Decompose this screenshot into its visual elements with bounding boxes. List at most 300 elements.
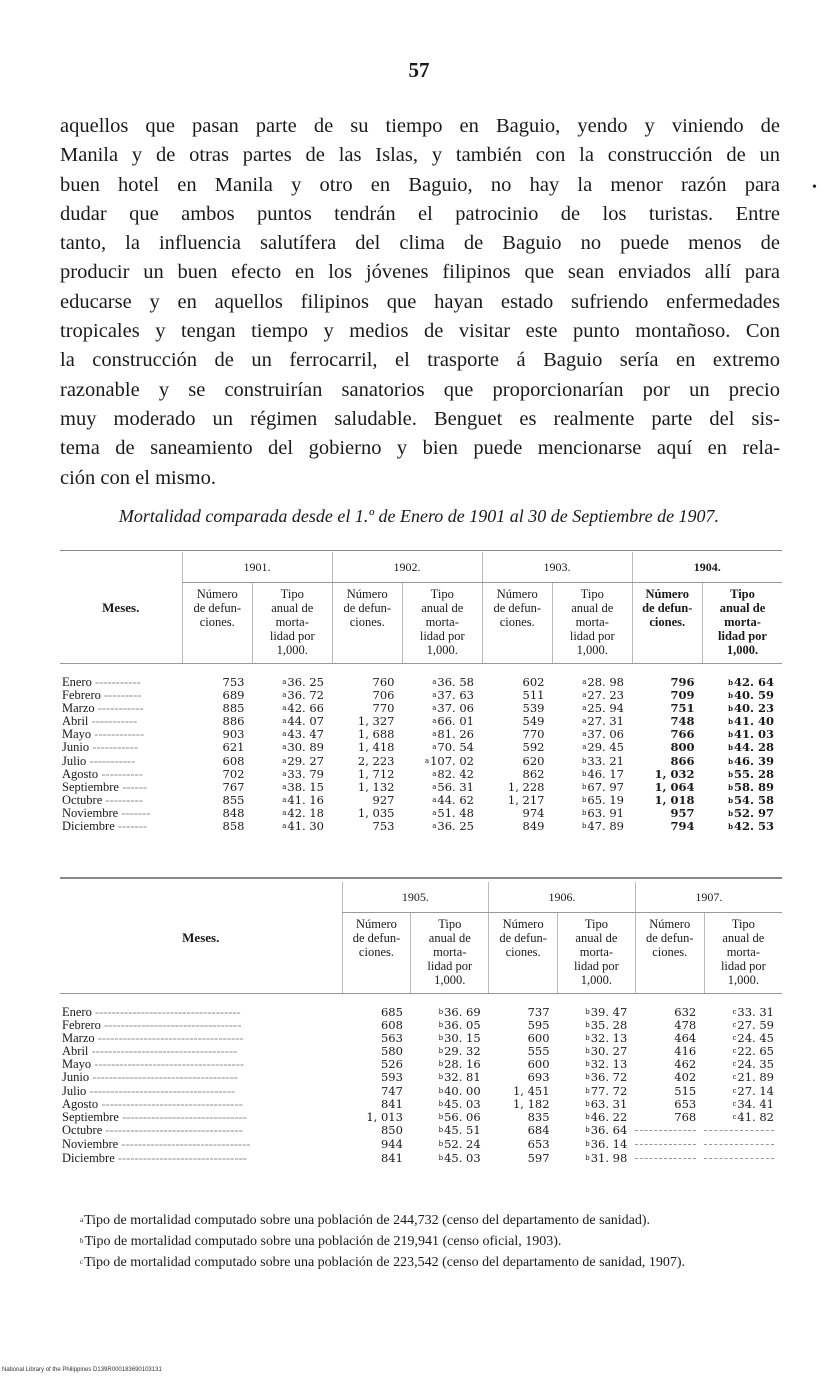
rate-value: 29. 27: [287, 753, 324, 768]
footnote-mark: b: [585, 1112, 590, 1121]
footnote-mark: b: [585, 1034, 590, 1043]
paragraph-line: aquellos que pasan parte de su tiempo en Baguio, yendo y viniendo de: [60, 115, 780, 137]
footnote-mark: c: [732, 1021, 737, 1030]
header-line: 1,000.: [276, 643, 308, 657]
header-line: de defun-: [493, 601, 542, 615]
table-row: [60, 1138, 782, 1152]
footnote: [60, 1210, 790, 1231]
defunciones-value: 539: [522, 701, 545, 716]
rate-value: 41. 30: [287, 819, 324, 834]
numero-defunciones-header: [332, 583, 403, 664]
defunciones-value: 858: [222, 819, 245, 834]
defunciones-value: 693: [527, 1070, 550, 1085]
rate-value: 46. 22: [590, 1109, 628, 1124]
header-line: anual de: [571, 601, 614, 615]
year-header: 1906.: [489, 882, 636, 913]
month-cell: [60, 1138, 342, 1152]
rate-value: 44. 07: [287, 714, 324, 729]
defunciones-value: 402: [674, 1070, 697, 1085]
footnote-mark: a: [582, 717, 587, 726]
defunciones-value: 1, 327: [357, 714, 395, 729]
footnote-mark: b: [438, 1008, 444, 1016]
mortalidad-value: [411, 1152, 489, 1166]
rate-value: 107. 02: [430, 753, 474, 768]
header-line: de defun-: [352, 931, 401, 945]
rate-value: 36. 72: [590, 1070, 628, 1085]
footnote-mark: a: [282, 769, 287, 778]
mortalidad-value: [411, 1138, 489, 1152]
footnote-mark: b: [438, 1060, 444, 1069]
defunciones-value: 1, 032: [654, 766, 695, 781]
footnote-mark: c: [732, 1086, 737, 1095]
rate-value: 44. 28: [733, 740, 774, 755]
tipo-mortalidad-header: [411, 913, 489, 994]
rate-value: 81. 26: [437, 727, 474, 742]
footnote-mark: b: [728, 808, 733, 818]
footnote-mark: c: [732, 1034, 737, 1043]
rate-value: 54. 58: [733, 792, 774, 807]
rate-value: 29. 32: [444, 1044, 481, 1059]
rate-value: 36. 25: [437, 819, 474, 834]
rate-value: 24. 45: [737, 1031, 774, 1046]
footnote-mark: a: [424, 756, 430, 765]
footnote-mark: b: [728, 730, 733, 740]
table-row: [60, 741, 782, 754]
rate-value: 40. 23: [733, 701, 774, 716]
defunciones-value: 862: [522, 766, 545, 781]
year-header: 1905.: [342, 882, 489, 913]
header-line: anual de: [421, 601, 464, 615]
defunciones-value: 849: [522, 819, 545, 834]
defunciones-value: [635, 1138, 704, 1152]
month-label: Enero: [62, 675, 92, 689]
header-line: 1,000.: [580, 973, 613, 987]
header-line: ciones.: [349, 615, 385, 629]
rate-value: 63. 91: [587, 805, 624, 820]
defunciones-value: 602: [522, 675, 545, 689]
header-line: morta-: [433, 945, 467, 959]
defunciones-value: 620: [522, 753, 545, 768]
defunciones-value: 1, 013: [366, 1109, 403, 1124]
defunciones-value: 416: [674, 1044, 697, 1059]
rate-value: 41. 03: [733, 727, 774, 742]
leader-dots: -----------: [91, 675, 141, 689]
rate-value: 42. 18: [287, 805, 324, 820]
footnote-mark: a: [432, 743, 437, 752]
defunciones-value: 841: [380, 1150, 403, 1165]
rate-value: 27. 59: [737, 1018, 774, 1033]
paragraph-line: muy moderado un régimen saludable. Benguet es realmente parte del sis-: [60, 407, 780, 430]
footnote-mark: b: [80, 1237, 84, 1245]
defunciones-value: 580: [380, 1044, 403, 1059]
header-line: 1,000.: [576, 643, 608, 657]
empty-cell-dash: [704, 1144, 774, 1152]
footnote-mark: a: [432, 795, 437, 804]
footnote-mark: b: [581, 808, 587, 817]
footnote-text: Tipo de mortalidad computado sobre una población de 219,941 (censo oficial, 1903).: [84, 1234, 562, 1249]
month-label: Diciembre: [62, 1150, 115, 1165]
defunciones-value: 753: [222, 675, 245, 689]
leader-dots: -------------------------------: [118, 1136, 251, 1151]
header-line: morta-: [275, 615, 309, 629]
mortalidad-value: [704, 1124, 782, 1138]
rate-value: 28. 16: [444, 1057, 481, 1072]
defunciones-value: 753: [372, 819, 395, 834]
footnote-mark: b: [438, 1112, 444, 1121]
rate-value: 41. 16: [287, 792, 324, 807]
month-label: Mayo: [62, 727, 92, 742]
header-line: lidad por: [718, 629, 767, 643]
leader-dots: -----------: [89, 740, 139, 755]
footnote-mark: a: [282, 795, 287, 804]
table-row: [60, 755, 782, 768]
footnote-mark: a: [282, 704, 287, 713]
page-number: 57: [408, 58, 430, 82]
empty-cell-dash: [704, 1158, 774, 1166]
defunciones-value: 766: [670, 727, 695, 742]
tipo-mortalidad-header: [253, 583, 333, 664]
defunciones-value: 515: [674, 1083, 697, 1098]
defunciones-value: 608: [222, 753, 245, 768]
defunciones-value: 1, 418: [357, 740, 395, 755]
rate-value: 55. 28: [733, 766, 774, 781]
header-line: anual de: [719, 601, 766, 615]
rate-value: 63. 31: [590, 1096, 628, 1111]
empty-cell-dash: [635, 1158, 696, 1166]
header-line: morta-: [425, 615, 459, 629]
mortalidad-value: [704, 1111, 782, 1124]
defunciones-value: 462: [674, 1057, 697, 1072]
footnote-mark: b: [728, 704, 733, 714]
month-label: Julio: [62, 1083, 87, 1098]
defunciones-value: 944: [380, 1136, 403, 1151]
footnote-mark: b: [728, 717, 733, 727]
numero-defunciones-header: [482, 583, 553, 664]
defunciones-value: 595: [527, 1018, 550, 1033]
month-label: Septiembre: [62, 1109, 119, 1124]
month-label: Junio: [62, 740, 90, 755]
numero-defunciones-header: [342, 913, 411, 994]
defunciones-value: 841: [380, 1096, 403, 1111]
rate-value: 56. 31: [437, 779, 474, 794]
paragraph-line: la construcción de un ferrocarril, el trasporte á Baguio sería en extremo: [60, 349, 780, 372]
leader-dots: ---------: [100, 688, 142, 703]
footnote-mark: a: [432, 704, 437, 713]
month-label: Enero: [62, 1005, 92, 1019]
rate-value: 35. 28: [590, 1018, 628, 1033]
header-line: Número: [502, 917, 544, 931]
month-label: Agosto: [62, 1096, 99, 1111]
rate-value: 43. 47: [287, 727, 324, 742]
tipo-mortalidad-header: [703, 583, 783, 664]
defunciones-value: 1, 018: [654, 792, 695, 807]
header-line: de defun-: [343, 601, 392, 615]
defunciones-value: 597: [527, 1150, 550, 1165]
month-cell: [60, 1152, 342, 1166]
rate-value: 36. 58: [437, 675, 474, 689]
defunciones-value: 702: [222, 766, 245, 781]
header-line: morta-: [579, 945, 614, 959]
defunciones-value: 1, 228: [507, 779, 545, 794]
leader-dots: -----------: [88, 714, 138, 729]
footnote-mark: b: [581, 822, 587, 831]
footnote-mark: b: [728, 756, 733, 766]
paragraph-line: tanto, la influencia salutífera del clima de Baguio no puede menos de: [60, 232, 780, 255]
header-line: lidad por: [419, 629, 465, 643]
header-line: de defun-: [642, 601, 693, 615]
leader-dots: -----------: [94, 701, 144, 716]
rate-value: 46. 17: [587, 766, 624, 781]
table-row: [60, 781, 782, 794]
defunciones-value: 653: [674, 1096, 697, 1111]
table-divider: [60, 877, 782, 879]
leader-dots: -----------: [86, 753, 136, 768]
header-line: Tipo: [430, 587, 454, 601]
footnote-mark: b: [438, 1034, 444, 1043]
month-label: Febrero: [62, 688, 101, 703]
month-label: Octubre: [62, 1122, 103, 1137]
month-label: Noviembre: [62, 1136, 119, 1151]
header-line: Tipo: [280, 587, 304, 601]
header-line: lidad por: [574, 959, 619, 973]
library-footer: National Library of the Philippines D139R000183690103131: [2, 1367, 162, 1373]
header-line: 1,000.: [434, 973, 466, 987]
header-line: morta-: [575, 615, 609, 629]
rate-value: 45. 51: [444, 1122, 481, 1137]
paragraph-line: buen hotel en Manila y otro en Baguio, no hay la menor razón para: [60, 173, 780, 196]
header-line: ciones.: [499, 615, 535, 629]
rate-value: 67. 97: [587, 779, 624, 794]
table-title: Mortalidad comparada desde el 1.º de Enero de 1901 al 30 de Septiembre de 1907.: [118, 506, 720, 526]
defunciones-value: 1, 035: [357, 805, 395, 820]
leader-dots: -----------------------------------: [86, 1083, 236, 1098]
leader-dots: -----------------------------------: [94, 1031, 244, 1046]
month-label: Julio: [62, 753, 87, 768]
header-line: lidad por: [569, 629, 615, 643]
footnote-mark: c: [732, 1112, 737, 1121]
mortalidad-value: [553, 820, 633, 833]
footnote-mark: c: [732, 1073, 737, 1082]
rate-value: 37. 06: [587, 727, 624, 742]
tipo-mortalidad-header: [558, 913, 636, 994]
footnotes: [60, 1210, 790, 1273]
rate-value: 32. 81: [444, 1070, 481, 1085]
rate-value: 41. 40: [733, 714, 774, 729]
empty-cell-dash: [704, 1130, 774, 1138]
footnote-mark: b: [728, 691, 733, 701]
rate-value: 37. 63: [437, 688, 474, 703]
defunciones-value: 549: [522, 714, 545, 729]
header-line: morta-: [726, 945, 761, 959]
defunciones-value: 689: [222, 688, 245, 703]
rate-value: 66. 01: [437, 714, 474, 729]
rate-value: 27. 14: [737, 1083, 774, 1098]
rate-value: 37. 06: [437, 701, 474, 716]
leader-dots: ------------: [91, 727, 145, 742]
footnote-mark: b: [728, 782, 733, 792]
mortalidad-value: [704, 1138, 782, 1152]
year-header: 1907.: [635, 882, 782, 913]
footnote-mark: b: [728, 678, 733, 687]
header-line: Número: [649, 917, 691, 931]
footnote-mark: a: [282, 730, 287, 739]
rate-value: 24. 35: [737, 1057, 774, 1072]
header-line: Número: [496, 587, 538, 601]
header-line: anual de: [271, 601, 314, 615]
footnote-mark: c: [80, 1258, 84, 1266]
tipo-mortalidad-header: [403, 583, 483, 664]
month-label: Septiembre: [62, 779, 119, 794]
leader-dots: -----------------------------------: [89, 1070, 238, 1085]
footnote-mark: b: [438, 1021, 444, 1030]
numero-defunciones-header: [632, 583, 703, 664]
body-paragraph: [60, 112, 780, 493]
footnote-mark: b: [438, 1099, 444, 1108]
footnote-mark: b: [438, 1139, 444, 1148]
month-label: Junio: [62, 1070, 90, 1085]
mortalidad-value: [558, 1138, 636, 1152]
month-label: Agosto: [62, 766, 99, 781]
header-line: ciones.: [649, 615, 686, 629]
defunciones-value: 903: [222, 727, 245, 742]
mortalidad-value: [403, 820, 483, 833]
leader-dots: ----------: [98, 766, 143, 781]
defunciones-value: 1, 217: [507, 792, 545, 807]
header-line: anual de: [722, 931, 765, 945]
footnote-mark: b: [585, 1073, 590, 1082]
rate-value: 30. 27: [590, 1044, 628, 1059]
rate-value: 65. 19: [587, 792, 624, 807]
header-line: 1,000.: [426, 643, 458, 657]
defunciones-value: 1, 182: [512, 1096, 550, 1111]
rate-value: 42. 64: [733, 675, 774, 689]
defunciones-value: 2, 223: [357, 753, 395, 768]
leader-dots: ---------: [102, 792, 143, 807]
rate-value: 51. 48: [437, 805, 474, 820]
table-row: [60, 820, 782, 833]
footnote-mark: a: [432, 691, 437, 700]
footnote-mark: a: [432, 782, 437, 791]
header-line: 1,000.: [727, 973, 759, 987]
month-label: Octubre: [62, 792, 103, 807]
leader-dots: ------: [118, 779, 148, 794]
footnote-mark: a: [282, 717, 287, 726]
footnote-mark: b: [585, 1099, 590, 1108]
header-line: lidad por: [720, 959, 766, 973]
footnote-mark: b: [438, 1125, 444, 1134]
footnote-mark: b: [585, 1086, 590, 1095]
month-label: Mayo: [62, 1057, 92, 1072]
footnote-mark: b: [728, 822, 733, 832]
rate-value: 42. 53: [733, 819, 774, 834]
footnote-mark: a: [282, 808, 287, 817]
footnote-mark: a: [432, 678, 437, 686]
defunciones-value: 770: [372, 701, 395, 716]
month-label: Marzo: [62, 1031, 95, 1046]
empty-cell-dash: [635, 1130, 696, 1138]
table-row: [60, 1124, 782, 1138]
paragraph-line: producir un buen efecto en los jóvenes filipinos que sean enviados allí para: [60, 261, 780, 284]
defunciones-value: 886: [222, 714, 245, 729]
leader-dots: ------------------------------------: [91, 1057, 245, 1072]
defunciones-value: 1, 688: [357, 727, 395, 742]
footnote-mark: a: [80, 1216, 84, 1224]
defunciones-value: 563: [380, 1031, 403, 1046]
header-line: de defun-: [499, 931, 547, 945]
footnote-mark: a: [282, 782, 287, 791]
footnote-mark: a: [432, 769, 437, 778]
defunciones-value: 800: [670, 740, 695, 755]
footnote-mark: a: [282, 822, 287, 831]
year-header: 1904.: [632, 552, 782, 583]
tipo-mortalidad-header: [553, 583, 633, 664]
rate-value: 27. 23: [587, 688, 624, 703]
rate-value: 70. 54: [437, 740, 474, 755]
rate-value: 25. 94: [587, 701, 624, 716]
footnote-mark: c: [732, 1099, 737, 1108]
rate-value: 29. 45: [587, 740, 624, 755]
header-line: ciones.: [358, 945, 394, 959]
footnote-mark: b: [438, 1153, 444, 1162]
month-label: Febrero: [62, 1018, 101, 1033]
footnote-mark: b: [585, 1021, 590, 1030]
footnote: [60, 1231, 790, 1252]
defunciones-value: 555: [527, 1044, 550, 1059]
footnote-mark: b: [438, 1073, 444, 1082]
numero-defunciones-header: [635, 913, 704, 994]
meses-header: Meses.: [60, 882, 342, 994]
rate-value: 36. 72: [287, 688, 324, 703]
defunciones-value: 592: [522, 740, 545, 755]
rate-value: 27. 31: [587, 714, 624, 729]
paragraph-line: dudar que ambos puntos tendrán el patrocinio de los turistas. Entre: [60, 202, 780, 225]
header-line: de defun-: [193, 601, 242, 615]
footnote-mark: b: [728, 743, 733, 753]
paragraph-line: tema de saneamiento del gobierno y bien puede mencionarse aquí en rela-: [60, 437, 780, 460]
footnote-mark: a: [582, 704, 587, 713]
footnote-mark: b: [438, 1047, 444, 1056]
footnote-mark: b: [585, 1125, 590, 1134]
defunciones-value: 1, 451: [512, 1083, 550, 1098]
mortality-table-1901-1904: [60, 552, 782, 833]
header-line: ciones.: [199, 615, 235, 629]
month-label: Abril: [62, 714, 89, 729]
rate-value: 58. 89: [733, 779, 774, 794]
leader-dots: -------------------------------: [114, 1150, 247, 1165]
defunciones-value: 464: [674, 1031, 697, 1046]
header-line: Número: [645, 587, 689, 601]
defunciones-value: 526: [380, 1057, 403, 1072]
defunciones-value: 706: [372, 688, 395, 703]
rate-value: 30. 89: [287, 740, 324, 755]
defunciones-value: 709: [670, 688, 695, 703]
header-line: lidad por: [427, 959, 473, 973]
paragraph-line: Manila y de otras partes de las Islas, y también con la construcción de un: [60, 144, 780, 167]
defunciones-value: 835: [527, 1109, 550, 1124]
table-row: [60, 794, 782, 807]
header-line: ciones.: [652, 945, 688, 959]
defunciones-value: [635, 1124, 704, 1138]
defunciones-value: 927: [372, 792, 395, 807]
rate-value: 45. 03: [444, 1096, 481, 1111]
header-line: de defun-: [645, 931, 694, 945]
defunciones-value: 770: [522, 727, 545, 742]
leader-dots: ------------------------------: [118, 1109, 247, 1124]
rate-value: 45. 03: [444, 1150, 481, 1165]
mortalidad-value: [704, 1152, 782, 1166]
footnote-mark: b: [728, 769, 733, 779]
rate-value: 30. 15: [444, 1031, 481, 1046]
